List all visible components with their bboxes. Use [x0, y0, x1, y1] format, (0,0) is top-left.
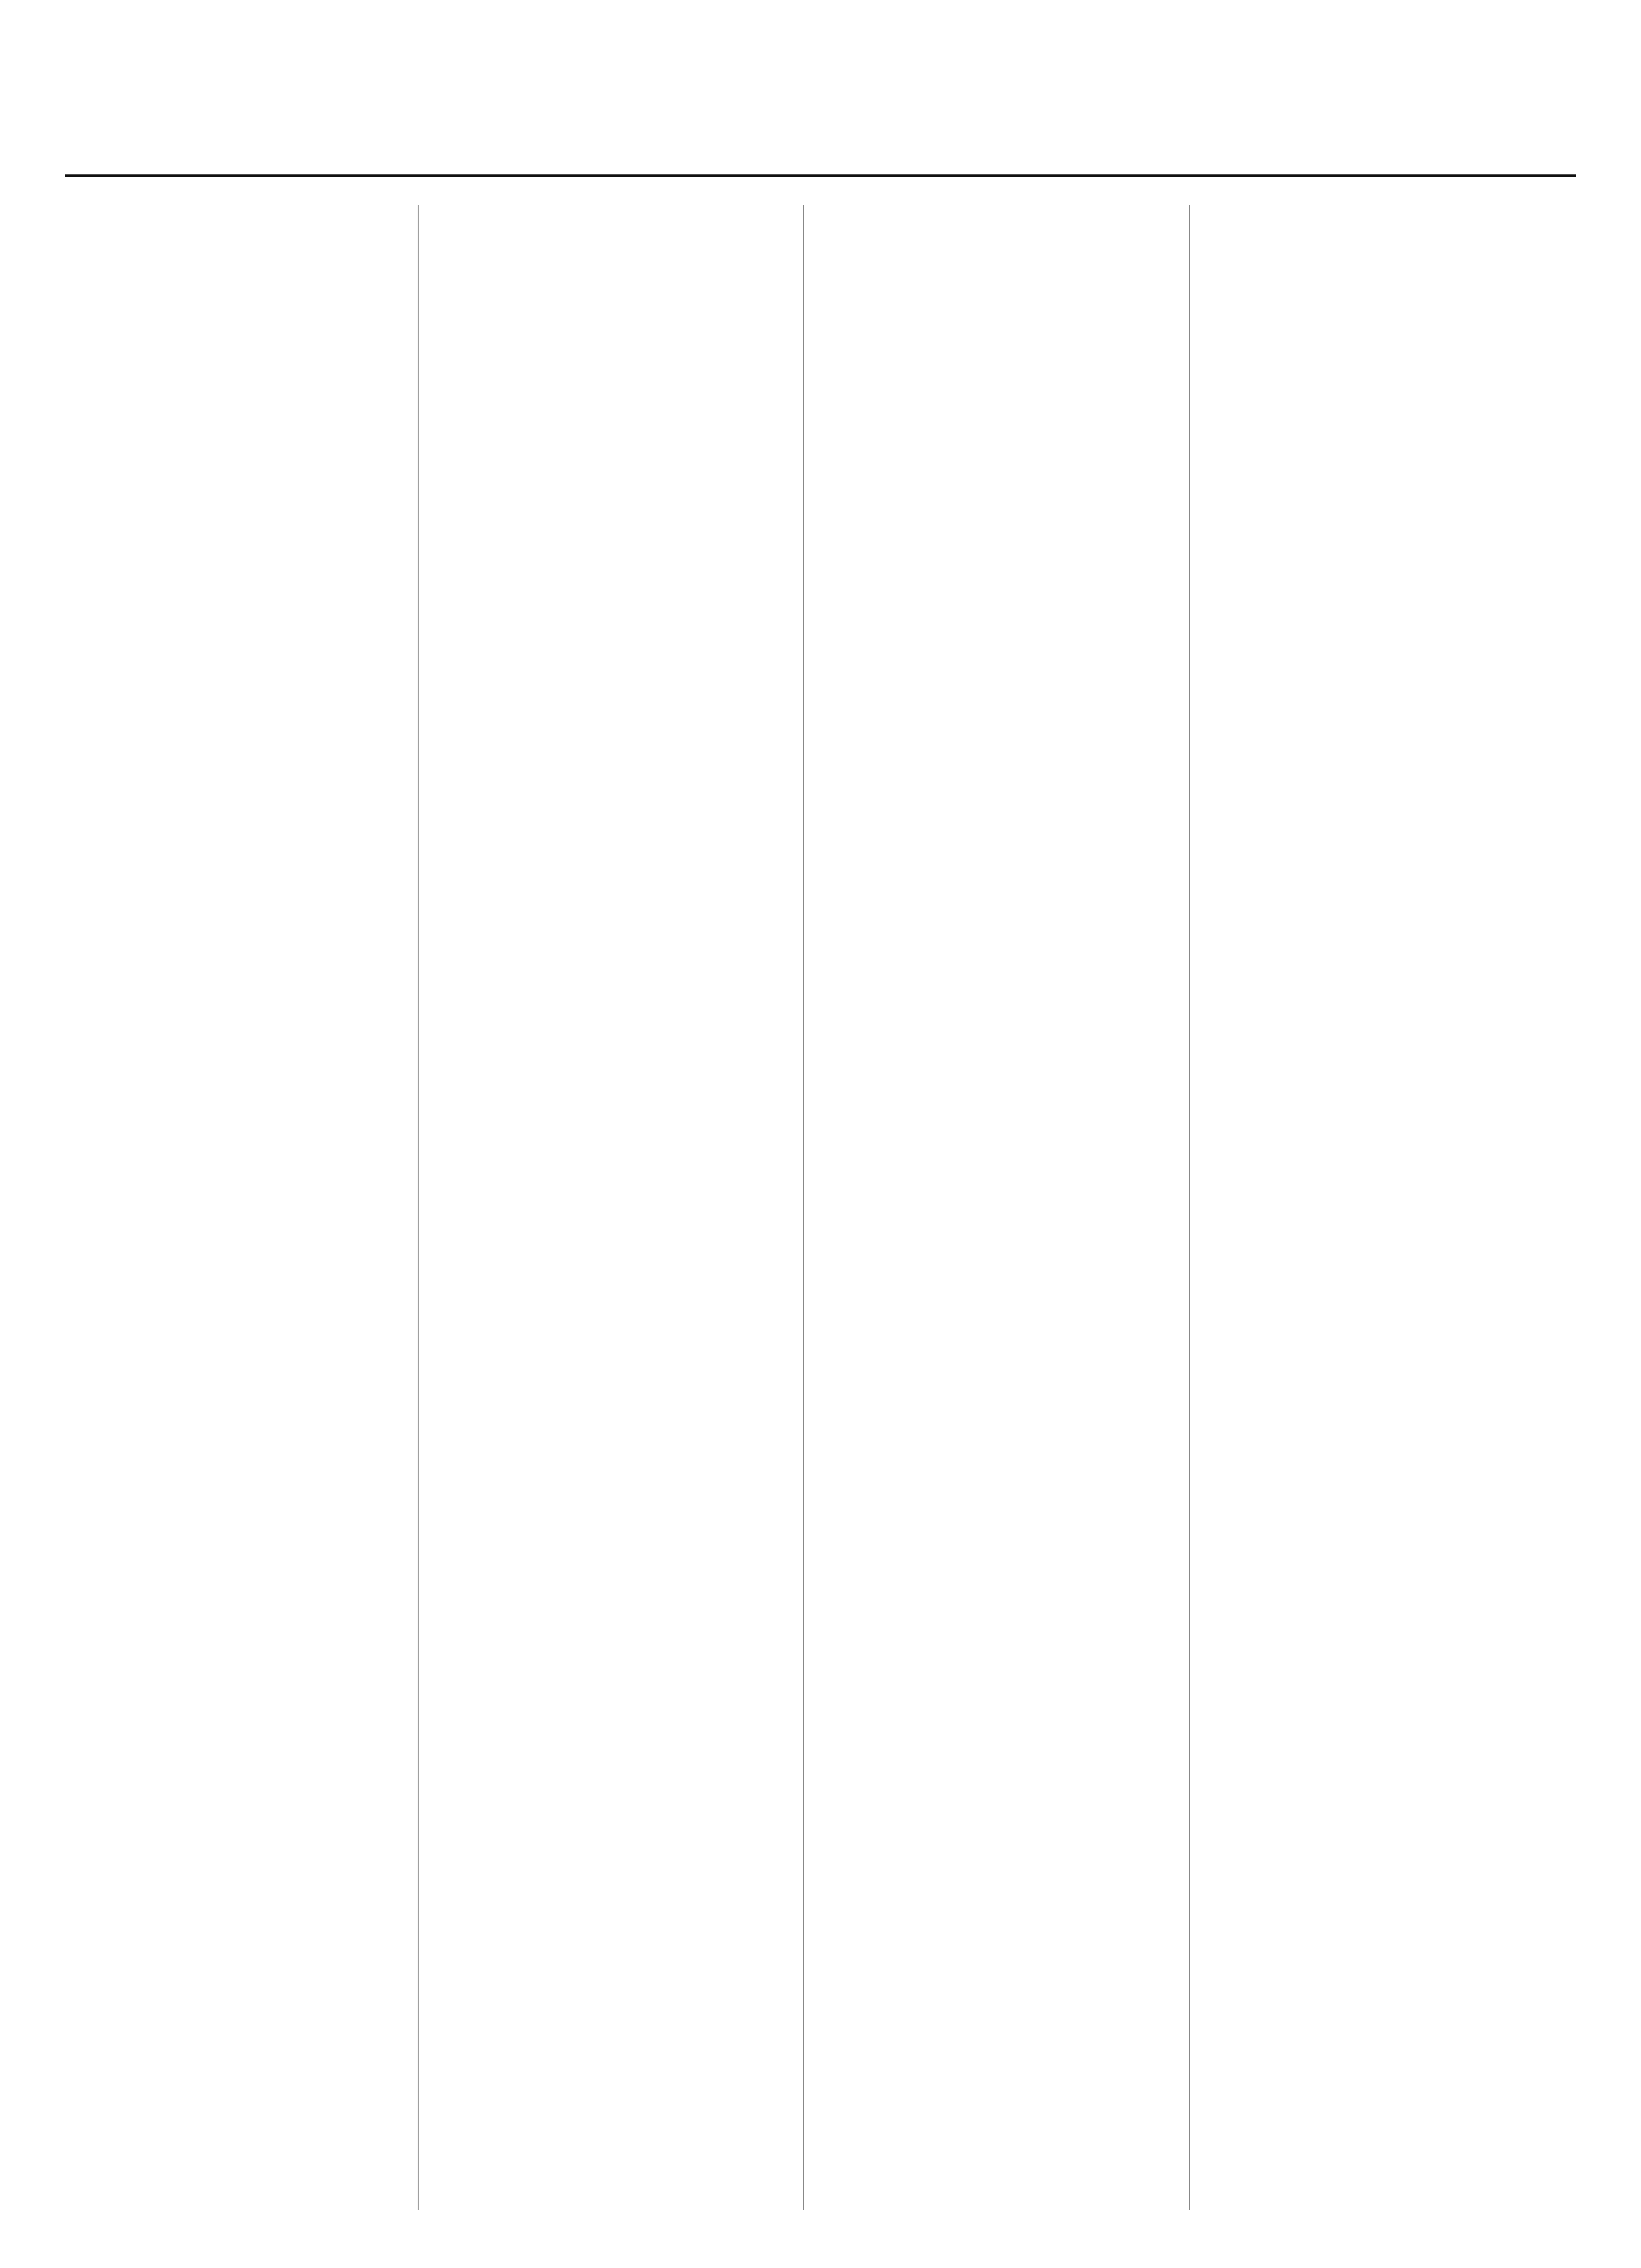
article-columns — [65, 205, 1576, 2210]
article — [451, 205, 805, 2210]
article — [1223, 205, 1576, 2210]
masthead — [65, 56, 1576, 177]
article — [837, 205, 1190, 2210]
article — [65, 205, 419, 2210]
